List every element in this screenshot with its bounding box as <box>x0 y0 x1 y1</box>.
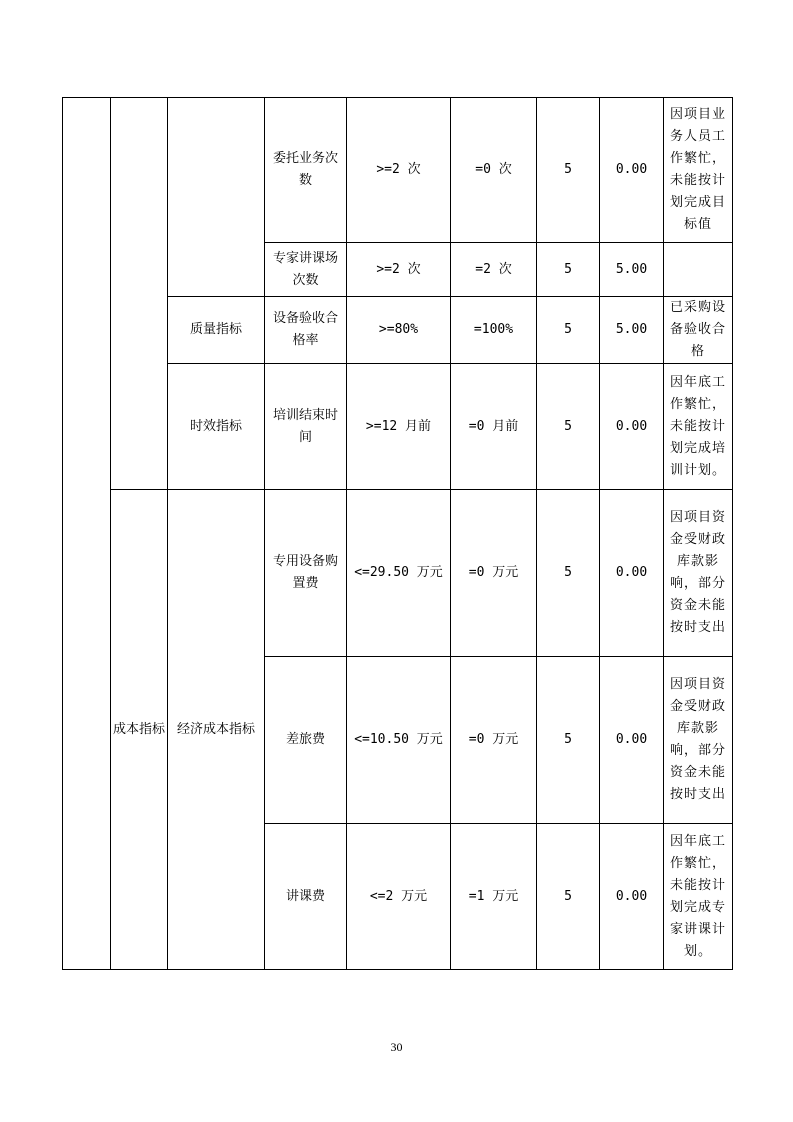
actual-cell: =1 万元 <box>451 824 537 970</box>
score-cell: 5.00 <box>600 243 664 297</box>
actual-cell: =0 万元 <box>451 657 537 824</box>
note-cell: 因项目资金受财政库款影响，部分资金未能按时支出 <box>664 490 733 657</box>
score-cell: 0.00 <box>600 490 664 657</box>
weight-cell: 5 <box>537 824 600 970</box>
weight-cell: 5 <box>537 98 600 243</box>
target-cell: <=2 万元 <box>347 824 451 970</box>
target-cell: >=80% <box>347 297 451 364</box>
score-cell: 0.00 <box>600 657 664 824</box>
level1-cell <box>63 98 111 970</box>
actual-cell: =0 月前 <box>451 364 537 490</box>
note-cell: 因年底工作繁忙，未能按计划完成专家讲课计划。 <box>664 824 733 970</box>
table-row <box>63 98 733 243</box>
indicator-cell: 差旅费 <box>265 657 347 824</box>
score-cell: 5.00 <box>600 297 664 364</box>
note-cell: 已采购设备验收合格 <box>664 297 733 364</box>
level3-cell: 质量指标 <box>168 297 265 364</box>
level2-cell: 成本指标 <box>111 490 168 970</box>
weight-cell: 5 <box>537 364 600 490</box>
score-cell: 0.00 <box>600 364 664 490</box>
level3-cell: 经济成本指标 <box>168 490 265 970</box>
target-cell: >=2 次 <box>347 243 451 297</box>
note-cell: 因年底工作繁忙，未能按计划完成培训计划。 <box>664 364 733 490</box>
target-cell: <=10.50 万元 <box>347 657 451 824</box>
score-cell: 0.00 <box>600 98 664 243</box>
table-row <box>63 490 733 657</box>
level3-cell: 时效指标 <box>168 364 265 490</box>
weight-cell: 5 <box>537 657 600 824</box>
actual-cell: =0 万元 <box>451 490 537 657</box>
actual-cell: =2 次 <box>451 243 537 297</box>
actual-cell: =0 次 <box>451 98 537 243</box>
actual-cell: =100% <box>451 297 537 364</box>
performance-table <box>62 97 733 970</box>
note-cell: 因项目资金受财政库款影响，部分资金未能按时支出 <box>664 657 733 824</box>
weight-cell: 5 <box>537 297 600 364</box>
target-cell: >=12 月前 <box>347 364 451 490</box>
note-cell: 因项目业务人员工作繁忙，未能按计划完成目标值 <box>664 98 733 243</box>
note-cell <box>664 243 733 297</box>
indicator-cell: 专家讲课场次数 <box>265 243 347 297</box>
level2-cell <box>111 98 168 490</box>
indicator-cell: 专用设备购置费 <box>265 490 347 657</box>
weight-cell: 5 <box>537 243 600 297</box>
indicator-cell: 委托业务次数 <box>265 98 347 243</box>
indicator-cell: 培训结束时间 <box>265 364 347 490</box>
indicator-cell: 设备验收合格率 <box>265 297 347 364</box>
target-cell: <=29.50 万元 <box>347 490 451 657</box>
score-cell: 0.00 <box>600 824 664 970</box>
indicator-cell: 讲课费 <box>265 824 347 970</box>
level3-cell <box>168 98 265 297</box>
target-cell: >=2 次 <box>347 98 451 243</box>
page-number: 30 <box>390 1040 403 1054</box>
weight-cell: 5 <box>537 490 600 657</box>
